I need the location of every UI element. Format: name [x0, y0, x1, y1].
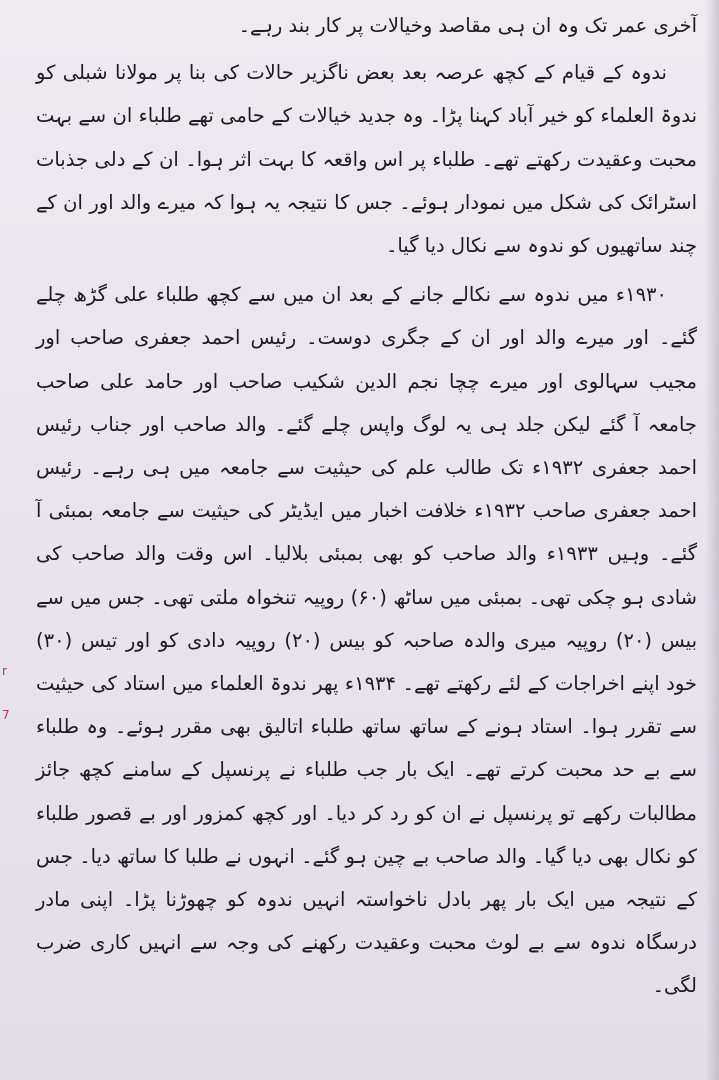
urdu-text-block — [36, 4, 697, 1012]
paragraph-3: ۱۹۳۰ء میں ندوہ سے نکالے جانے کے بعد ان میں سے کچھ طلباء علی گڑھ چلے گئے۔ اور میرے والد اور ان کے جگری دوست۔ رئیس احمد جعفری صاحب اور مجیب سہالوی اور میرے چچا نجم الدین شکیب صاحب اور حامد علی صاحب جامعہ آ گئے لیکن جلد ہی یہ لوگ واپس چلے گئے۔ والد صاحب اور جناب رئیس احمد جعفری ۱۹۳۲ء تک طالب علم کی حیثیت سے جامعہ میں ہی رہے۔ رئیس احمد جعفری صاحب ۱۹۳۲ء خلافت اخبار میں ایڈیٹر کی حیثیت سے جامعہ بمبئی آ گئے۔ وہیں ۱۹۳۳ء والد صاحب کو بھی بمبئی بلالیا۔ اس وقت والد صاحب کی شادی ہو چکی تھی۔ بمبئی میں ساٹھ (۶۰) روپیہ تنخواہ ملتی تھی۔ جس میں سے بیس (۲۰) روپیہ میری والدہ صاحبہ کو بیس (۲۰) روپیہ دادی کو اور تیس (۳۰) خود اپنے اخراجات کے لئے رکھتے تھے۔ ۱۹۳۴ء پھر ندوۃ العلماء میں استاد کی حیثیت سے تقرر ہوا۔ استاد ہونے کے ساتھ ساتھ طلباء اتالیق بھی مقرر ہوئے۔ وہ طلباء سے بے حد محبت کرتے تھے۔ ایک بار جب طلباء نے پرنسپل کے سامنے کچھ جائز مطالبات رکھے تو پرنسپل نے ان کو رد کر دیا۔ اور کچھ کمزور اور بے قصور طلباء کو نکال بھی دیا گیا۔ والد صاحب بے چین ہو گئے۔ انہوں نے طلبا کا ساتھ دیا۔ جس کے نتیجہ میں ایک بار پھر بادل ناخواستہ انہیں ندوہ کو چھوڑنا پڑا۔ اپنی مادر درسگاہ ندوہ سے بے لوث محبت وعقیدت رکھنے کی وجہ سے انہیں کاری ضرب لگی۔ — [36, 283, 697, 998]
paragraph-2: ندوہ کے قیام کے کچھ عرصہ بعد بعض ناگزیر حالات کی بنا پر مولانا شبلی کو ندوۃ العلماء کو خیر آباد کہنا پڑا۔ وہ جدید خیالات کے حامی تھے طلباء ان سے بہت محبت وعقیدت رکھتے تھے۔ طلباء پر اس واقعہ کا بہت اثر ہوا۔ ان کے دلی جذبات اسٹرائک کی شکل میں نمودار ہوئے۔ جس کا نتیجہ یہ ہوا کہ میرے والد اور ان کے چند ساتھیوں کو ندوہ سے نکال دیا گیا۔ — [36, 61, 697, 258]
margin-mark: r — [2, 664, 7, 678]
paragraph-1: آخری عمر تک وہ ان ہی مقاصد وخیالات پر کار بند رہے۔ — [238, 14, 697, 37]
margin-mark: 7 — [2, 708, 10, 722]
